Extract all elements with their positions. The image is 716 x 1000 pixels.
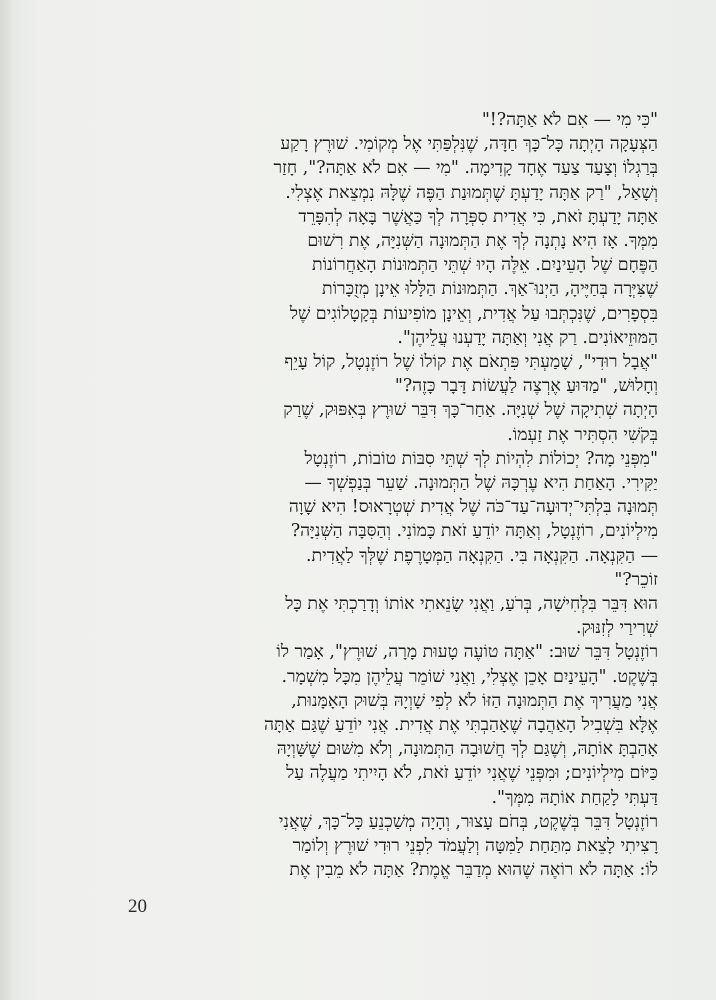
text-line: זוֹכֵר?": [614, 569, 658, 590]
text-line: — הַקִּנְאָה. הַקִּנְאָה בִּי. הַקִּנְאָה הַמְּטָרֶפֶת שֶׁלְּךָ לַאֲדִית.: [306, 545, 658, 566]
text-line: הָיְתָה שְׁתִיקָה שֶׁל שְׁנִיָּה. אַחַר־כָּךְ דִּבֵּר שׁוּרֶץ בְּאִפּוּק, שֶׁרַק: [283, 400, 658, 421]
text-line: אָהַבְתָּ אוֹתָהּ, וְשֶׁגַּם לְךָ חֲשׁוּבָה הַתְּמוּנָה, וְלֹא מִשּׁוּם שֶׁשָּׁוְיָהּ: [276, 739, 658, 760]
text-line: וְחָלוּשׁ, "מַדּוּעַ אֶרְצֶה לַעֲשׂוֹת דָּבָר כָּזֶה?": [394, 376, 658, 397]
text-line: רָצִיתִי לָצֵאת מִתַּחַת לַמִּטָּה וְלַעֲמֹד לִפְנֵי רוּדִי שׁוּרֶץ וְלוֹמַר: [292, 836, 658, 857]
text-line: כַּיּוֹם מִילְיוֹנִים; וּמִפְּנֵי שֶׁאֲנִי יוֹדֵעַ זֹאת, לֹא הָיִיתִי מַעֲלֶה עַל: [286, 763, 658, 784]
text-line: יַקִּירִי. הָאַחַת הִיא עֶרְכָּהּ שֶׁל הַתְּמוּנָה. שַׁעֵר בְּנַפְשְׁךָ —: [304, 473, 658, 494]
text-line: בְּרַגְלוֹ וְצָעַד צַעַד אֶחָד קָדִימָה. "מִי — אִם לֹא אַתָּה?", חָזַר: [273, 158, 658, 179]
text-line: הַמּוּזֵיאוֹנִים. רַק אֲנִי וְאַתָּה יָדַעְנוּ עֲלֵיהֶן".: [397, 327, 658, 348]
text-line: הַצְּעָקָה הָיְתָה כָּל־כָּךְ חַדָּה, שֶׁנִּלְפַּתִּי אֶל מְקוֹמִי. שׁוּרֶץ רָקַע: [280, 134, 658, 155]
text-line: וְשָׁאַל, "רַק אַתָּה יָדַעְתָּ שֶׁתְּמוּנַת הַפֶּה שֶׁלָּהּ נִמְצֵאת אֶצְלִי.: [285, 182, 658, 203]
text-line: בְּקֹשִׁי הִסְתִּיר אֶת זַעְמוֹ.: [507, 424, 658, 445]
text-line: רוֹזֶנְטָל דִּבֵּר שׁוּב: "אַתָּה טוֹעֶה טָעוּת מָרָה, שׁוּרֶץ", אָמַר לוֹ: [276, 642, 658, 663]
text-line: אֲנִי מַעֲרִיךְ אֶת הַתְּמוּנָה הַזּוֹ לֹא לְפִי שָׁוְיָהּ בְּשׁוּק הָאָמָּנוּת,: [291, 690, 658, 711]
body-text: [150, 108, 658, 883]
text-line: "אֲבָל רוּדִי", שָׁמַעְתִּי פִּתְאֹם אֶת קוֹלוֹ שֶׁל רוֹזֶנְטָל, קוֹל עָיֵף: [284, 352, 658, 373]
text-line: אַתָּה יָדַעְתָּ זֹאת, כִּי אֲדִית סִפְּרָה לְךָ כַּאֲשֶׁר בָּאָה לְהִפָּרֵד: [298, 206, 658, 227]
text-line: אֶלָּא בִּשְׁבִיל הָאַהֲבָה שֶׁאָהַבְתִּי אֶת אֲדִית. אֲנִי יוֹדֵעַ שֶׁגַּם אַתָּה: [263, 715, 658, 736]
text-line: מִילְיוֹנִים, רוֹזֶנְטָל, וְאַתָּה יוֹדֵעַ זֹאת כָּמוֹנִי. וְהַסִּבָּה הַשְּׁנִיָּה?: [290, 521, 658, 542]
text-line: בְּשֶׁקֶט. "הָעֵינַיִם אָכֵן אֶצְלִי, וַאֲנִי שׁוֹמֵר עֲלֵיהֶן מִכָּל מִשְׁמָר.: [281, 666, 658, 687]
text-line: "כִּי מִי — אִם לֹא אַתָּה?!": [481, 110, 658, 130]
text-line: מִמְּךָ. אָז הִיא נָתְנָה לְךָ אֶת הַתְּמוּנָה הַשְּׁנִיָּה, אֶת רִשׁוּם: [307, 231, 658, 252]
text-line: הוּא דִּבֵּר בִּלְחִישָׁה, בְּרֹעַ, וַאֲנִי שָׂנֵאתִי אוֹתוֹ וְדָרַכְתִּי אֶת כָּל: [285, 594, 658, 615]
text-line: לוֹ: אַתָּה לֹא רוֹאֶה שֶׁהוּא מְדַבֵּר אֱמֶת? אַתָּה לֹא מֵבִין אֶת: [289, 860, 658, 881]
text-line: הַפֶּחָם שֶׁל הָעֵינַיִם. אֵלֶּה הָיוּ שְׁתֵּי הַתְּמוּנוֹת הָאַחֲרוֹנוֹת: [312, 255, 658, 276]
text-line: בִּסְפָרִים, שֶׁנִּכְתְּבוּ עַל אֲדִית, וְאֵינָן מוֹפִיעוֹת בְּקָטָלוֹגִים שֶׁל: [289, 303, 658, 324]
page-binding-shadow: [0, 0, 14, 1000]
text-line: תְּמוּנָה בִּלְתִּי־יְדוּעָה־עַד־כֹּה שֶׁל אֲדִית שְׁטְרָאוּס! הִיא שָׁוָה: [288, 497, 658, 518]
text-line: דַּעְתִּי לָקַחַת אוֹתָהּ מִמְּךָ".: [491, 787, 658, 808]
text-line: רוֹזֶנְטָל דִּבֵּר בְּשֶׁקֶט, בְּחֹם עָצוּר, וְהָיָה מְשַׁכְנֵעַ כָּל־כָּךְ, שֶׁאֲנִי: [278, 811, 658, 832]
text-line: שֶׁצִּיְּרָה בְּחַיֶּיהָ, הַיְנוּ־אַךְ. הַתְּמוּנוֹת הַלָּלוּ אֵינָן מְזֻכָּרוֹת: [322, 279, 658, 300]
text-line: "מִפְּנֵי מָה? יְכוֹלוֹת לִהְיוֹת לְךָ שְׁתֵּי סִבּוֹת טוֹבוֹת, רוֹזֶנְטָל: [304, 448, 658, 469]
text-line: שְׁרִירַי לְזִנּוּק.: [576, 618, 658, 639]
page-number: 20: [128, 896, 147, 917]
